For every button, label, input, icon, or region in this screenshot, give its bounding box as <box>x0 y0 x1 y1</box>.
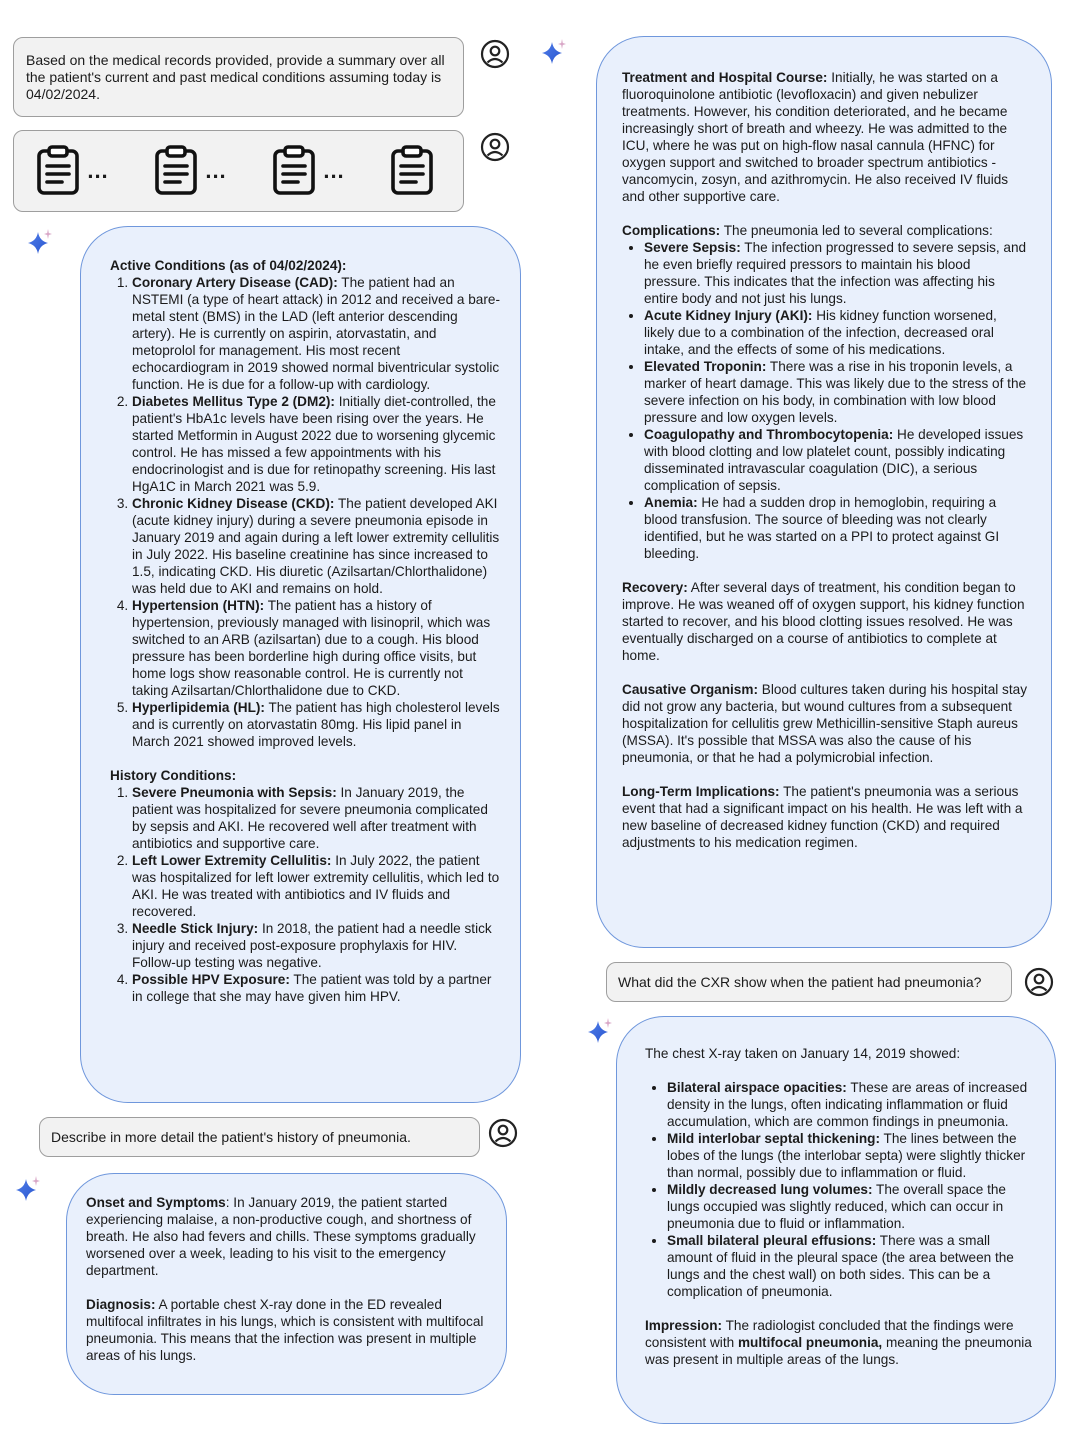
user-prompt-bubble <box>606 962 1012 1002</box>
organism-paragraph: Causative Organism: Blood cultures taken during his hospital stay did not grow any bacteria, but wound cultures from a subsequent hospitalization for cellulitis grew Methicillin-sensitive Staph aureus (MSSA). It's possible that MSSA was also the cause of his pneumonia, or that he had a polymicrobial infection. <box>622 682 1027 765</box>
list-item: 4. Hypertension (HTN): The patient has a history of hypertension, previously managed with lisinopril, which was switched to an ARB (azilsartan) due to a cough. His blood pressure has been borderline high during office visits, but home logs show reasonable control. He is currently not taking Azilsartan/Chlorthalidone due to CKD. <box>132 597 500 699</box>
ai-sparkle-icon <box>26 228 56 258</box>
complications-list <box>622 239 1027 562</box>
list-item: • Elevated Troponin: There was a rise in his troponin levels, a marker of heart damage. This was likely due to the stress of the severe infection on his body, in combination with low blood pressure and low oxygen levels. <box>644 358 1027 426</box>
clipboard-icon[interactable] <box>272 145 316 195</box>
cxr-response-bubble <box>616 1016 1056 1424</box>
clipboard-icon[interactable] <box>36 145 80 195</box>
list-item: 3. Chronic Kidney Disease (CKD): The patient developed AKI (acute kidney injury) during a severe pneumonia episode in January 2019 and again during a left lower extremity cellulitis in July 2022. His baseline creatinine has since increased to 1.5, indicating CKD. His diuretic (Azilsartan/Chlorthalidone) was held due to AKI and remains on hold. <box>132 495 500 597</box>
ai-sparkle-icon <box>540 38 570 68</box>
list-item: • Bilateral airspace opacities: These are areas of increased density in the lungs, often indicating inflammation or fluid accumulation, which are common findings in pneumonia. <box>667 1079 1035 1130</box>
user-prompt-text: Based on the medical records provided, provide a summary over all the patient's current and past medical conditions assuming today is 04/02/2024. <box>26 52 445 102</box>
list-item: • Anemia: He had a sudden drop in hemoglobin, requiring a blood transfusion. The source of bleeding was not clearly identified, but he was started on a PPI to protect against GI bleeding. <box>644 494 1027 562</box>
user-prompt-text: Describe in more detail the patient's history of pneumonia. <box>51 1129 411 1145</box>
list-item: 5. Hyperlipidemia (HL): The patient has high cholesterol levels and is currently on atorvastatin 80mg. His lipid panel in March 2021 showed improved levels. <box>132 699 500 750</box>
user-prompt-text: What did the CXR show when the patient had pneumonia? <box>618 974 982 990</box>
user-avatar-icon <box>1024 967 1054 997</box>
user-avatar-icon <box>480 132 510 162</box>
list-item: • Mildly decreased lung volumes: The overall space the lungs occupied was slightly reduced, which can occur in pneumonia due to fluid or inflammation. <box>667 1181 1035 1232</box>
list-item: 2. Diabetes Mellitus Type 2 (DM2): Initially diet-controlled, the patient's HbA1c levels have been rising over the years. He started Metformin in August 2022 due to worsening glycemic control. He has missed a few appointments with his endocrinologist and is due for retinopathy screening. His last HgA1C in March 2021 was 5.9. <box>132 393 500 495</box>
list-item: • Severe Sepsis: The infection progressed to severe sepsis, and he even briefly required pressors to maintain his blood pressure. This indicates that the infection was affecting his entire body and not just his lungs. <box>644 239 1027 307</box>
ai-sparkle-icon <box>14 1175 44 1205</box>
list-item: 2. Left Lower Extremity Cellulitis: In July 2022, the patient was hospitalized for left lower extremity cellulitis, which led to AKI. He was treated with antibiotics and IV fluids and recovered. <box>132 852 500 920</box>
list-item: • Mild interlobar septal thickening: The lines between the lobes of the lungs (the interlobar septa) were slightly thicker than normal, possibly due to inflammation or fluid. <box>667 1130 1035 1181</box>
diagnosis-paragraph: Diagnosis: A portable chest X-ray done in the ED revealed multifocal infiltrates in his lungs, which is consistent with multifocal pneumonia. This means that the infection was present in multiple areas of his lungs. <box>86 1297 484 1363</box>
pneumonia-response-bubble-part2 <box>596 36 1052 948</box>
attachment-separator: ... <box>205 157 227 183</box>
treatment-paragraph: Treatment and Hospital Course: Initially, he was started on a fluoroquinolone antibiotic (levofloxacin) and given nebulizer treatments. However, his condition deteriorated, and he became increasingly short of breath and wheezy. He was admitted to the ICU, where he was put on high-flow nasal cannula (HFNC) for oxygen support and switched to broader spectrum antibiotics - vancomycin, zosyn, and azithromycin. He also received IV fluids and other supportive care. <box>622 70 1009 204</box>
ai-sparkle-icon <box>586 1017 616 1047</box>
user-avatar-icon <box>480 39 510 69</box>
attachments-bubble <box>13 130 464 212</box>
list-item: 1. Severe Pneumonia with Sepsis: In January 2019, the patient was hospitalized for severe pneumonia complicated by sepsis and AKI. He recovered well after treatment with antibiotics and supportive care. <box>132 784 500 852</box>
history-conditions-list <box>110 784 500 1005</box>
user-prompt-bubble <box>13 37 464 117</box>
pneumonia-response-bubble-part1 <box>66 1173 507 1395</box>
list-item: • Acute Kidney Injury (AKI): His kidney function worsened, likely due to a combination of the infection, decreased oral intake, and the effects of some of his medications. <box>644 307 1027 358</box>
list-item: 1. Coronary Artery Disease (CAD): The patient had an NSTEMI (a type of heart attack) in 2012 and received a bare-metal stent (BMS) in the LAD (left anterior descending artery). He is currently on aspirin, atorvastatin, and metoprolol for management. His most recent echocardiogram in 2019 showed normal biventricular systolic function. He is due for a follow-up with cardiology. <box>132 274 500 393</box>
user-avatar-icon <box>488 1118 518 1148</box>
complications-paragraph: Complications: The pneumonia led to several complications: <box>622 223 993 238</box>
recovery-paragraph: Recovery: After several days of treatment, his condition began to improve. He was weaned off of oxygen support, his kidney function started to recover, and his blood clotting issues resolved. He was eventually discharged on a course of antibiotics to complete at home. <box>622 580 1025 663</box>
list-item: • Small bilateral pleural effusions: There was a small amount of fluid in the pleural space (the area between the lungs and the chest wall) on both sides. This can be a complication of pneumonia. <box>667 1232 1035 1300</box>
clipboard-icon[interactable] <box>390 145 434 195</box>
attachment-separator: ... <box>323 157 345 183</box>
active-conditions-heading: Active Conditions (as of 04/02/2024): <box>110 258 347 273</box>
onset-paragraph: Onset and Symptoms: In January 2019, the patient started experiencing malaise, a non-productive cough, and shortness of breath. He also had fevers and chills. These symptoms gradually worsened over a week, leading to his visit to the emergency department. <box>86 1195 476 1278</box>
list-item: 3. Needle Stick Injury: In 2018, the patient had a needle stick injury and received post-exposure prophylaxis for HIV. Follow-up testing was negative. <box>132 920 500 971</box>
list-item: • Coagulopathy and Thrombocytopenia: He developed issues with blood clotting and low platelet count, possibly indicating disseminated intravascular coagulation (DIC), a serious complication of sepsis. <box>644 426 1027 494</box>
cxr-intro: The chest X-ray taken on January 14, 2019 showed: <box>645 1046 961 1061</box>
clipboard-icon[interactable] <box>154 145 198 195</box>
impression-paragraph: Impression: The radiologist concluded that the findings were consistent with multifocal pneumonia, meaning the pneumonia was present in multiple areas of the lungs. <box>645 1318 1032 1367</box>
user-prompt-bubble <box>39 1117 480 1157</box>
active-conditions-list <box>110 274 500 750</box>
summary-response-bubble <box>80 226 521 1103</box>
long-term-paragraph: Long-Term Implications: The patient's pneumonia was a serious event that had a significant impact on his health. He was left with a new baseline of decreased kidney function (CKD) and required adjustments to his medication regimen. <box>622 784 1023 850</box>
history-conditions-heading: History Conditions: <box>110 768 237 783</box>
cxr-findings-list <box>645 1079 1035 1300</box>
attachment-separator: ... <box>87 157 109 183</box>
list-item: 4. Possible HPV Exposure: The patient was told by a partner in college that she may have given him HPV. <box>132 971 500 1005</box>
